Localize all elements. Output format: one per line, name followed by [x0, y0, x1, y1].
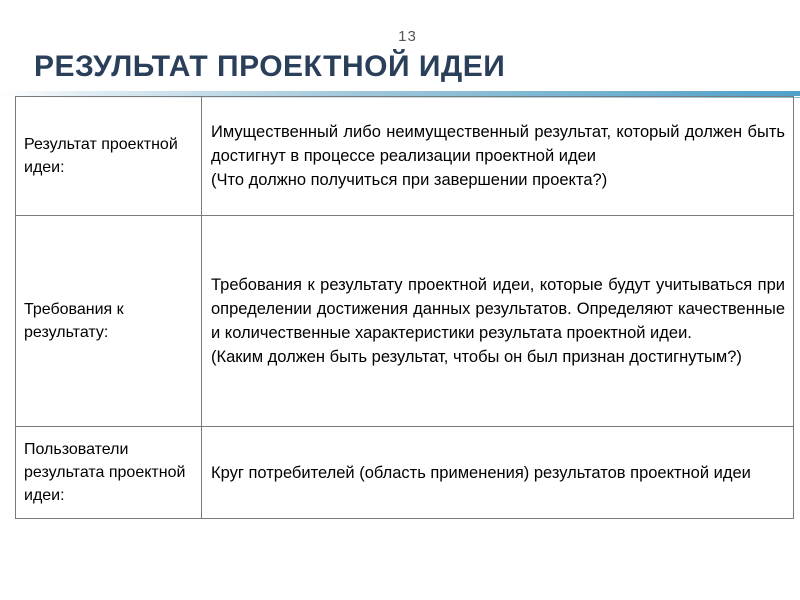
row-label: Требования к результату:	[24, 301, 124, 341]
description-paragraph: Имущественный либо неимущественный результат, который должен быть достигнут в процессе реализации проектной идеи	[211, 123, 785, 165]
table-row	[16, 216, 794, 427]
row-label: Результат проектной идеи:	[24, 136, 178, 176]
row-label: Пользователи результата проектной идеи:	[24, 441, 186, 504]
row-description-cell	[202, 216, 794, 427]
row-label-cell	[16, 427, 202, 519]
description-paragraph: Требования к результату проектной идеи, которые будут учитываться при определении достижения данных результатов. Определяют качественные и количественные характеристики результата проектной идеи.	[211, 276, 785, 342]
slide-number: 13	[398, 28, 417, 45]
slide-title: РЕЗУЛЬТАТ ПРОЕКТНОЙ ИДЕИ	[34, 50, 506, 83]
row-label-cell	[16, 97, 202, 216]
row-label-cell	[16, 216, 202, 427]
row-description-cell	[202, 97, 794, 216]
description-question: (Что должно получиться при завершении проекта?)	[211, 171, 608, 189]
description-paragraph: Круг потребителей (область применения) результатов проектной идеи	[211, 463, 751, 482]
table-row	[16, 97, 794, 216]
description-question: (Каким должен быть результат, чтобы он был признан достигнутым?)	[211, 348, 742, 366]
project-result-table	[15, 96, 794, 519]
row-description-cell	[202, 427, 794, 519]
table-row	[16, 427, 794, 519]
